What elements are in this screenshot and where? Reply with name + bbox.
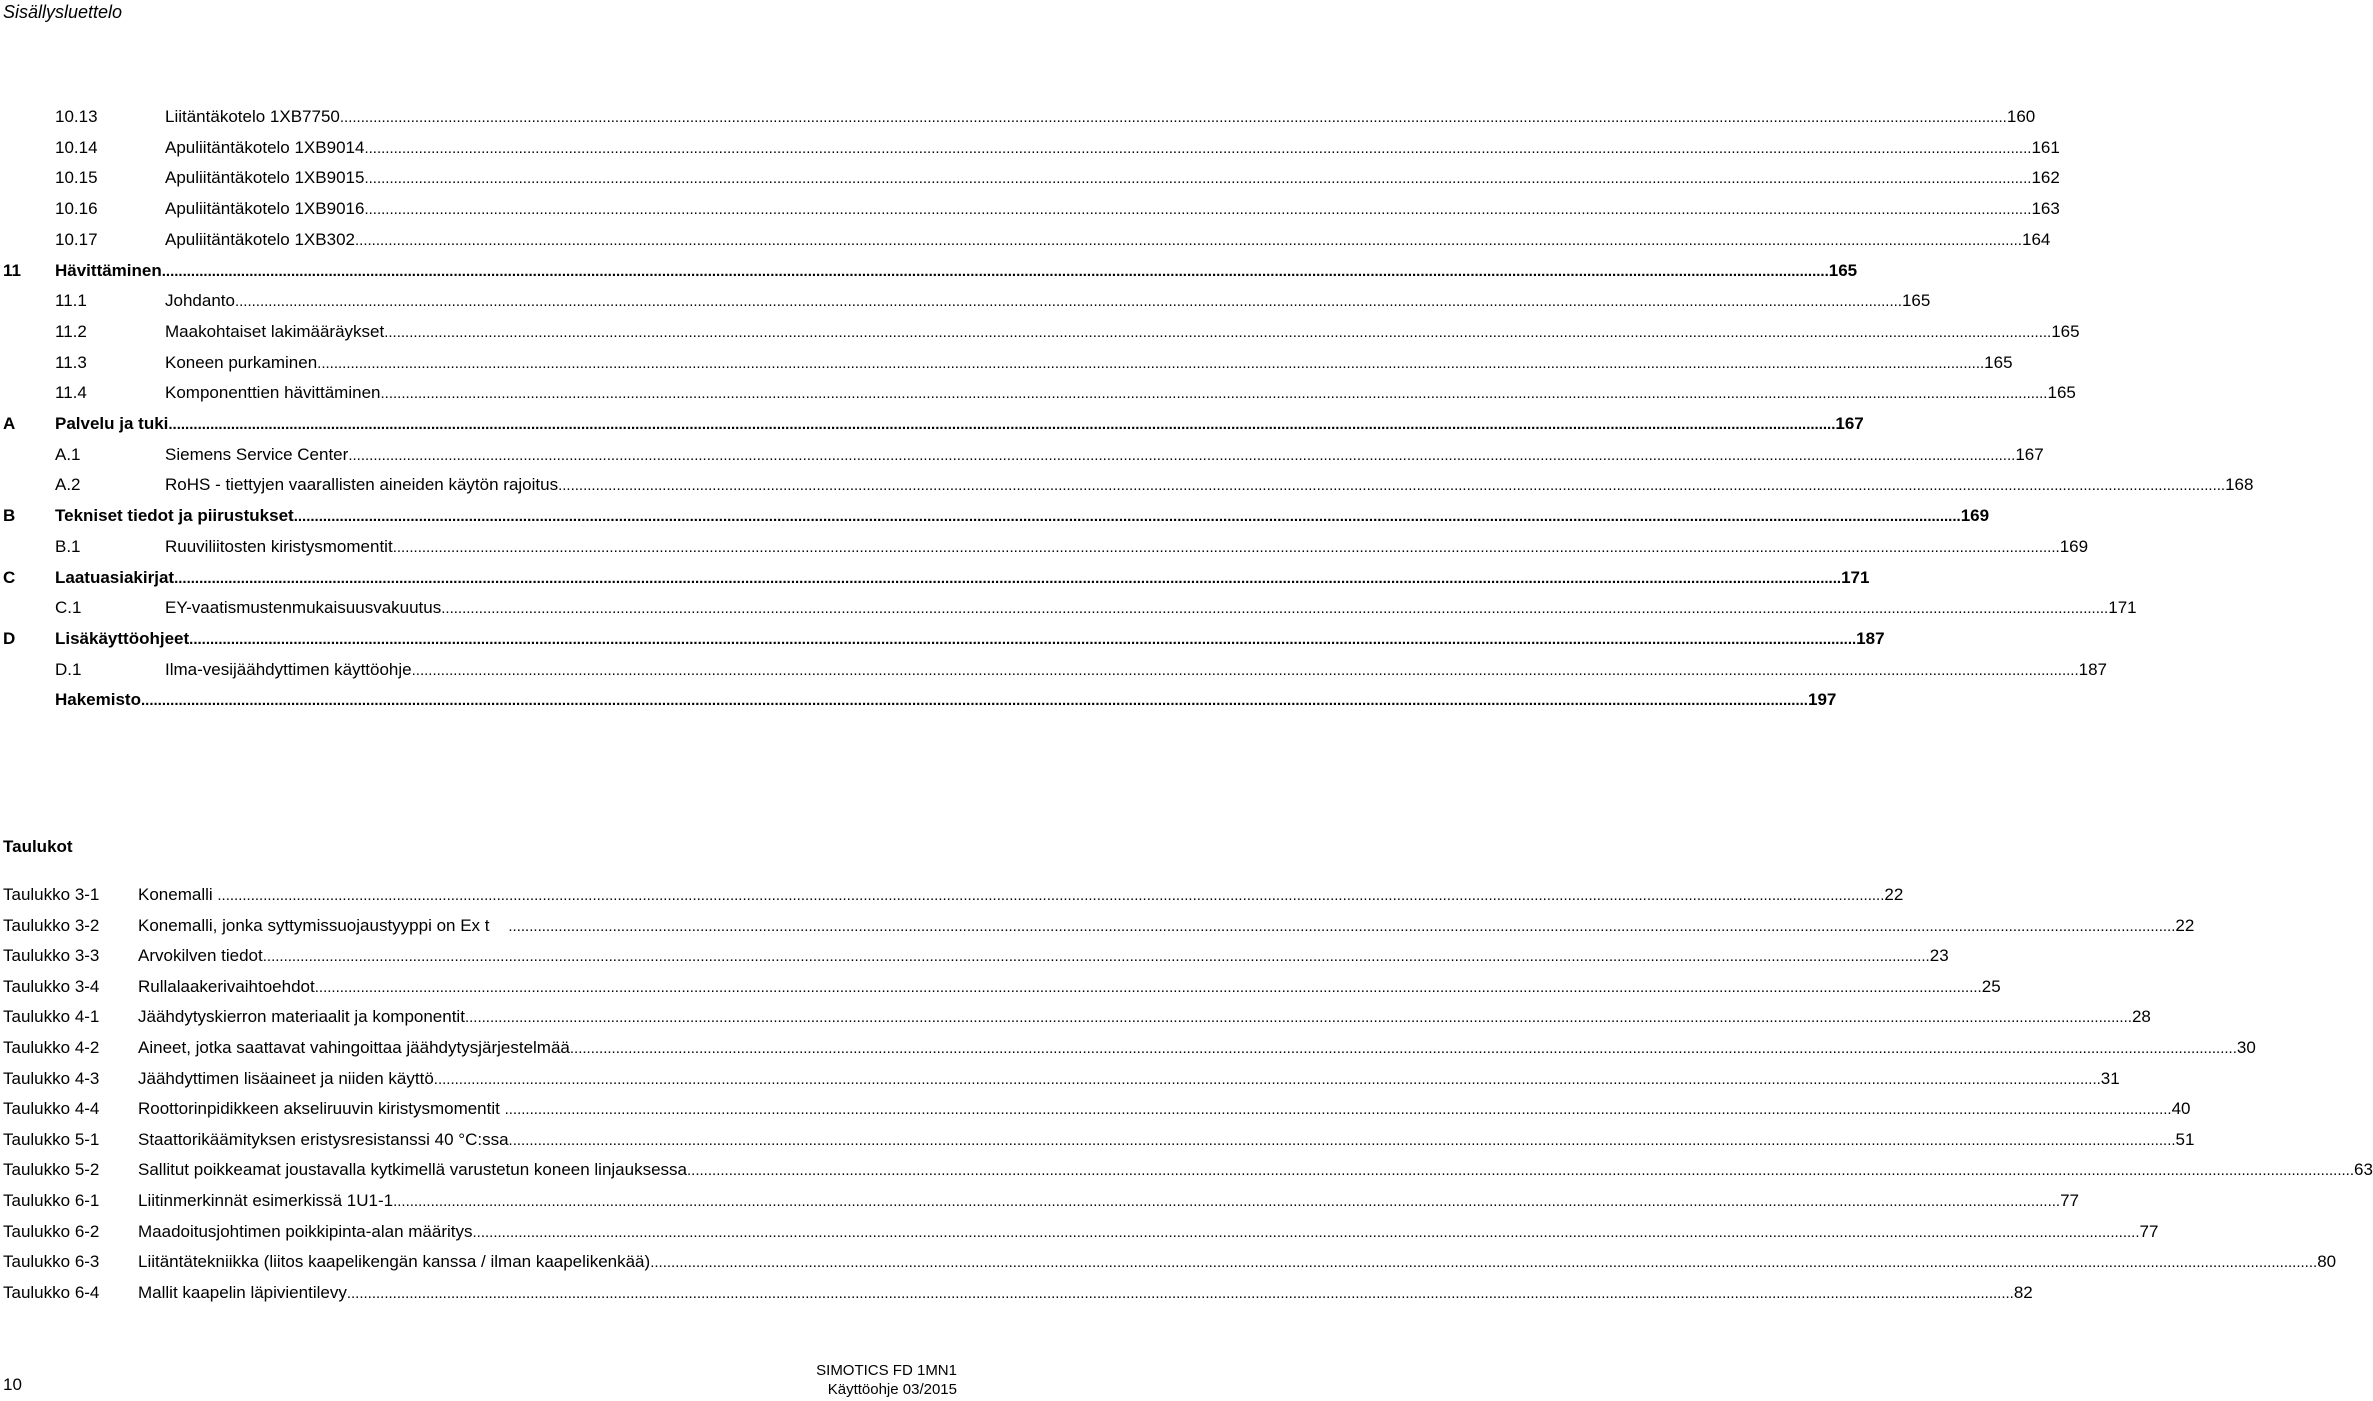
toc-title: Laatuasiakirjat [55, 567, 175, 587]
toc-page-number: 165 [1901, 291, 1931, 311]
toc-title: Palvelu ja tuki [55, 414, 169, 433]
toc-entry[interactable] [0, 348, 2013, 378]
table-number: Taulukko 3-2 [3, 915, 100, 935]
toc-section-number: D.1 [55, 659, 82, 679]
table-page-number: 28 [2131, 1007, 2151, 1027]
toc-page-number: 187 [1856, 628, 1885, 648]
table-number: Taulukko 3-1 [3, 885, 100, 904]
toc-page-number: 161 [2031, 137, 2060, 157]
toc-chapter-letter: A [3, 414, 16, 433]
table-title: Jäähdyttimen lisäaineet ja niiden käyttö [138, 1068, 434, 1088]
toc-leader-dots: ................................................................................................................................................................................................................................................................................................................................................................................................................ [339, 109, 2007, 126]
table-title: Liitäntätekniikka (liitos kaapelikengän kanssa / ilman kaapelikenkää) [138, 1252, 651, 1272]
table-title: Aineet, jotka saattavat vahingoittaa jäähdytysjärjestelmää [138, 1038, 570, 1057]
toc-title: Ruuviliitosten kiristysmomentit [165, 536, 393, 556]
toc-entry[interactable] [0, 470, 2254, 500]
toc-page-number: 167 [2015, 444, 2044, 464]
toc-title: Siemens Service Center [165, 444, 349, 464]
table-leader-dots: ................................................................................................................................................................................................................................................................................................................................................................................................................ [650, 1254, 2318, 1272]
toc-title: Johdanto [165, 291, 235, 311]
footer-doc-info [816, 1361, 957, 1399]
table-leader-dots: ................................................................................................................................................................................................................................................................................................................................................................................................................ [346, 1284, 2014, 1302]
toc-title: Koneen purkaminen [165, 352, 318, 372]
toc-title: Tekniset tiedot ja piirustukset [55, 506, 294, 526]
toc-section-number: 10.14 [55, 137, 98, 157]
toc-leader-dots: ................................................................................................................................................................................................................................................................................................................................................................................................................ [392, 538, 2060, 556]
table-page-number: 80 [2317, 1252, 2337, 1272]
toc-leader-dots: ................................................................................................................................................................................................................................................................................................................................................................................................................ [364, 201, 2032, 219]
table-page-number: 82 [2013, 1282, 2033, 1302]
table-page-number: 63 [2354, 1160, 2373, 1180]
table-page-number: 31 [2100, 1068, 2120, 1088]
toc-leader-dots: ................................................................................................................................................................................................................................................................................................................................................................................................................ [317, 354, 1985, 372]
toc-entry[interactable] [0, 593, 2137, 623]
toc-leader-dots: ................................................................................................................................................................................................................................................................................................................................................................................................................ [168, 416, 1836, 433]
table-page-number: 77 [2060, 1191, 2080, 1210]
toc-leader-dots: ................................................................................................................................................................................................................................................................................................................................................................................................................ [558, 477, 2226, 495]
toc-entry[interactable] [0, 317, 2080, 347]
table-leader-dots: ................................................................................................................................................................................................................................................................................................................................................................................................................ [569, 1040, 2237, 1057]
table-list-entry[interactable] [0, 1125, 2195, 1155]
toc-page-number: 168 [2225, 475, 2254, 495]
toc-section-number: 11.2 [55, 321, 87, 341]
toc-entry[interactable] [0, 532, 2089, 562]
toc-leader-dots: ................................................................................................................................................................................................................................................................................................................................................................................................................ [364, 139, 2032, 157]
table-number: Taulukko 4-3 [3, 1068, 100, 1088]
table-page-number: 40 [2171, 1099, 2191, 1119]
table-number: Taulukko 6-2 [3, 1221, 100, 1241]
toc-entry[interactable] [0, 102, 2036, 132]
table-page-number: 22 [2175, 915, 2195, 935]
table-list-entry[interactable] [0, 1002, 2151, 1032]
toc-leader-dots: ................................................................................................................................................................................................................................................................................................................................................................................................................ [293, 508, 1961, 526]
table-number: Taulukko 6-1 [3, 1191, 100, 1210]
toc-section-number: 10.13 [55, 107, 98, 126]
toc-page-number: 197 [1807, 690, 1837, 710]
table-list-entry[interactable] [0, 941, 1949, 971]
toc-entry[interactable] [0, 685, 1837, 715]
toc-leader-dots: ................................................................................................................................................................................................................................................................................................................................................................................................................ [354, 231, 2022, 249]
toc-chapter-letter: D [3, 628, 16, 648]
table-leader-dots: ................................................................................................................................................................................................................................................................................................................................................................................................................ [393, 1193, 2061, 1210]
table-page-number: 30 [2236, 1038, 2256, 1057]
table-leader-dots: ................................................................................................................................................................................................................................................................................................................................................................................................................ [433, 1070, 2101, 1088]
table-leader-dots: ................................................................................................................................................................................................................................................................................................................................................................................................................ [508, 1131, 2176, 1149]
footer-page-number: 10 [3, 1375, 22, 1394]
table-number: Taulukko 4-1 [3, 1007, 100, 1027]
toc-title: Ilma-vesijäähdyttimen käyttöohje [165, 659, 412, 679]
table-number: Taulukko 4-2 [3, 1038, 100, 1057]
toc-page-number: 171 [1841, 567, 1870, 587]
toc-entry[interactable] [0, 440, 2044, 470]
toc-section-number: 11.4 [55, 383, 87, 403]
toc-page-number: 187 [2078, 659, 2107, 679]
footer-doc: Käyttöohje 03/2015 [827, 1381, 957, 1398]
toc-entry[interactable] [0, 563, 1870, 593]
toc-section-number: B.1 [55, 536, 81, 556]
table-leader-dots: ................................................................................................................................................................................................................................................................................................................................................................................................................ [504, 1101, 2172, 1119]
table-number: Taulukko 3-4 [3, 976, 100, 996]
table-title: Liitinmerkinnät esimerkissä 1U1-1 [138, 1191, 394, 1210]
table-leader-dots: ................................................................................................................................................................................................................................................................................................................................................................................................................ [217, 887, 1885, 904]
toc-leader-dots: ................................................................................................................................................................................................................................................................................................................................................................................................................ [161, 262, 1829, 280]
table-list-entry[interactable] [0, 1094, 2191, 1124]
table-page-number: 51 [2175, 1129, 2195, 1149]
table-title: Arvokilven tiedot [138, 946, 263, 966]
table-list-entry[interactable] [0, 1247, 2337, 1277]
toc-entry[interactable] [0, 194, 2060, 224]
table-title: Maadoitusjohtimen poikkipinta-alan määritys [138, 1221, 473, 1241]
table-page-number: 25 [1981, 976, 2001, 996]
table-list-entry[interactable] [0, 1064, 2120, 1094]
toc-chapter-letter: 11 [3, 260, 21, 280]
table-title: Mallit kaapelin läpivientilevy [138, 1282, 347, 1302]
table-number: Taulukko 3-3 [3, 946, 100, 966]
table-title: Rullalaakerivaihtoehdot [138, 976, 315, 996]
table-page-number: 22 [1884, 885, 1904, 904]
toc-chapter-letter: C [3, 567, 16, 587]
table-list-entry[interactable] [0, 880, 1904, 910]
page-header-title: Sisällysluettelo [3, 2, 123, 22]
toc-section-number: A.1 [55, 444, 81, 464]
toc-page-number: 164 [2021, 229, 2051, 249]
toc-leader-dots: ................................................................................................................................................................................................................................................................................................................................................................................................................ [441, 600, 2109, 618]
table-leader-dots: ................................................................................................................................................................................................................................................................................................................................................................................................................ [262, 948, 1930, 966]
table-number: Taulukko 6-4 [3, 1282, 100, 1302]
table-title: Konemalli [138, 885, 218, 904]
footer-product: SIMOTICS FD 1MN1 [816, 1362, 957, 1379]
toc-leader-dots: ................................................................................................................................................................................................................................................................................................................................................................................................................ [411, 661, 2079, 679]
toc-page-number: 169 [1960, 506, 1990, 526]
table-list-entry[interactable] [0, 1186, 2080, 1216]
toc-section-number: C.1 [55, 598, 82, 618]
toc-section-number: 10.15 [55, 168, 98, 188]
toc-section-number: 11.3 [55, 352, 87, 372]
toc-title: Lisäkäyttöohjeet [55, 628, 190, 648]
toc-title: Apuliitäntäkotelo 1XB302 [165, 229, 355, 249]
toc-page-number: 169 [2059, 536, 2089, 556]
toc-entry[interactable] [0, 655, 2107, 685]
toc-leader-dots: ................................................................................................................................................................................................................................................................................................................................................................................................................ [234, 293, 1902, 311]
toc-page-number: 165 [2047, 383, 2076, 403]
toc-leader-dots: ................................................................................................................................................................................................................................................................................................................................................................................................................ [140, 692, 1808, 710]
table-list-entry[interactable] [0, 1278, 2033, 1308]
toc-leader-dots: ................................................................................................................................................................................................................................................................................................................................................................................................................ [174, 569, 1842, 587]
toc-title: Apuliitäntäkotelo 1XB9015 [165, 168, 365, 188]
table-title: Konemalli, jonka syttymissuojaustyyppi on Ex t [138, 915, 509, 935]
toc-chapter-letter: B [3, 506, 16, 526]
table-list-entry[interactable] [0, 1155, 2373, 1185]
toc-page-number: 171 [2108, 598, 2137, 618]
toc-section-number: 10.16 [55, 199, 98, 219]
toc-leader-dots: ................................................................................................................................................................................................................................................................................................................................................................................................................ [380, 385, 2048, 403]
toc-page-number: 167 [1835, 414, 1864, 433]
table-leader-dots: ................................................................................................................................................................................................................................................................................................................................................................................................................ [472, 1223, 2140, 1241]
table-title: Roottorinpidikkeen akseliruuvin kiristysmomentit [138, 1099, 505, 1119]
toc-entry[interactable] [0, 225, 2051, 255]
table-number: Taulukko 4-4 [3, 1099, 100, 1119]
toc-title: Maakohtaiset lakimääräykset [165, 321, 385, 341]
toc-page-number: 165 [1828, 260, 1858, 280]
toc-title: Komponenttien hävittäminen [165, 383, 381, 403]
table-leader-dots: ................................................................................................................................................................................................................................................................................................................................................................................................................ [314, 978, 1982, 996]
table-number: Taulukko 5-1 [3, 1129, 100, 1149]
toc-section-number: 11.1 [55, 291, 87, 311]
toc-title: Apuliitäntäkotelo 1XB9016 [165, 199, 365, 219]
table-title: Staattorikäämityksen eristysresistanssi 40 °C:ssa [138, 1129, 509, 1149]
toc-title: Hakemisto [55, 690, 141, 710]
toc-entry[interactable] [0, 624, 1885, 654]
toc-page-number: 165 [1984, 352, 2013, 372]
table-title: Jäähdytyskierron materiaalit ja komponentit [138, 1007, 465, 1027]
toc-section-number: 10.17 [55, 229, 98, 249]
table-leader-dots: ................................................................................................................................................................................................................................................................................................................................................................................................................ [508, 917, 2176, 935]
toc-leader-dots: ................................................................................................................................................................................................................................................................................................................................................................................................................ [189, 630, 1857, 648]
toc-title: Hävittäminen [55, 260, 162, 280]
toc-leader-dots: ................................................................................................................................................................................................................................................................................................................................................................................................................ [384, 323, 2052, 341]
tables-heading: Taulukot [3, 837, 73, 856]
table-number: Taulukko 6-3 [3, 1252, 100, 1272]
table-title: Sallitut poikkeamat joustavalla kytkimellä varustetun koneen linjauksessa [138, 1160, 688, 1180]
table-leader-dots: ................................................................................................................................................................................................................................................................................................................................................................................................................ [687, 1162, 2355, 1180]
table-list-entry[interactable] [0, 1217, 2159, 1247]
toc-leader-dots: ................................................................................................................................................................................................................................................................................................................................................................................................................ [364, 170, 2032, 188]
toc-page-number: 162 [2031, 168, 2060, 188]
toc-entry[interactable] [0, 286, 1931, 316]
toc-entry[interactable] [0, 409, 1864, 439]
toc-title: Apuliitäntäkotelo 1XB9014 [165, 137, 365, 157]
toc-entry[interactable] [0, 378, 2076, 408]
toc-page-number: 163 [2031, 199, 2060, 219]
table-leader-dots: ................................................................................................................................................................................................................................................................................................................................................................................................................ [464, 1009, 2132, 1027]
table-page-number: 77 [2139, 1221, 2159, 1241]
toc-title: EY-vaatismustenmukaisuusvakuutus [165, 598, 442, 618]
toc-entry[interactable] [0, 163, 2060, 193]
table-list-entry[interactable] [0, 1033, 2256, 1063]
toc-title: Liitäntäkotelo 1XB7750 [165, 107, 340, 126]
toc-entry[interactable] [0, 501, 1990, 531]
toc-entry[interactable] [0, 256, 1858, 286]
table-list-entry[interactable] [0, 972, 2001, 1002]
toc-entry[interactable] [0, 133, 2060, 163]
table-list-entry[interactable] [0, 911, 2195, 941]
toc-page-number: 160 [2006, 107, 2036, 126]
toc-leader-dots: ................................................................................................................................................................................................................................................................................................................................................................................................................ [348, 446, 2016, 464]
table-number: Taulukko 5-2 [3, 1160, 100, 1180]
table-page-number: 23 [1929, 946, 1949, 966]
toc-section-number: A.2 [55, 475, 81, 495]
toc-title: RoHS - tiettyjen vaarallisten aineiden käytön rajoitus [165, 475, 559, 495]
toc-page-number: 165 [2051, 321, 2080, 341]
